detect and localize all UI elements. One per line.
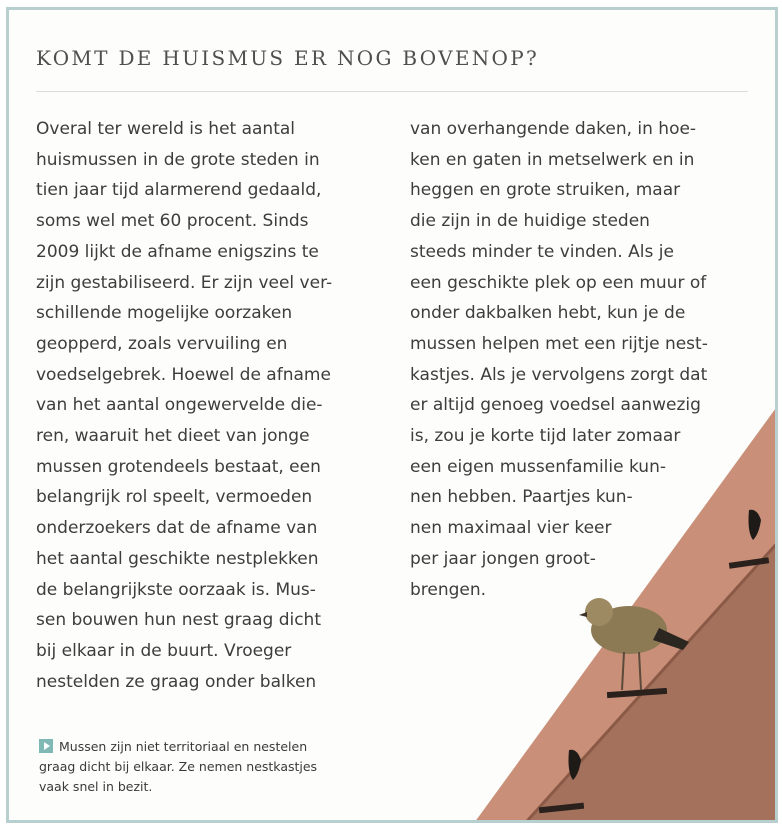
text-line: nestelden ze graag onder balken	[36, 671, 317, 692]
text-line: tien jaar tijd alarmerend gedaald,	[36, 180, 322, 201]
title-divider	[36, 91, 748, 92]
text-line: is, zou je korte tijd later zomaar	[410, 426, 681, 447]
text-line: per jaar jongen groot-	[410, 548, 596, 569]
text-line: steeds minder te vinden. Als je	[410, 241, 674, 262]
text-line: sen bouwen hun nest graag dicht	[36, 610, 321, 631]
text-line: soms wel met 60 procent. Sinds	[36, 211, 309, 232]
text-line: nen maximaal vier keer	[410, 518, 612, 539]
text-line: kastjes. Als je vervolgens zorgt dat	[410, 364, 708, 385]
photo-caption	[39, 737, 409, 797]
text-line: bij elkaar in de buurt. Vroeger	[36, 640, 292, 661]
caption-line: vaak snel in bezit.	[39, 779, 153, 794]
text-line: ren, waaruit het dieet van jonge	[36, 426, 310, 447]
text-line: een geschikte plek op een muur of	[410, 272, 707, 293]
text-line: mussen grotendeels bestaat, een	[36, 456, 321, 477]
article-box	[6, 7, 778, 823]
text-line: van overhangende daken, in hoe-	[410, 119, 697, 139]
text-line: geopperd, zoals vervuiling en	[36, 333, 288, 354]
text-line: ken en gaten in metselwerk en in	[410, 149, 695, 170]
text-line: 2009 lijkt de afname enigszins te	[36, 241, 319, 262]
text-line: zijn gestabiliseerd. Er zijn veel ver-	[36, 272, 333, 293]
text-line: onderzoekers dat de afname van	[36, 518, 318, 539]
text-line: huismussen in de grote steden in	[36, 149, 320, 170]
caption-text: Mussen zijn niet territoriaal en nestelen	[59, 739, 308, 754]
caption-line: graag dicht bij elkaar. Ze nemen nestkastjes	[39, 759, 318, 774]
text-line: een eigen mussenfamilie kun-	[410, 456, 666, 477]
text-line: onder dakbalken hebt, kun je de	[410, 303, 686, 324]
text-line: nen hebben. Paartjes kun-	[410, 487, 633, 508]
text-line: de belangrijkste oorzaak is. Mus-	[36, 579, 316, 600]
text-line: mussen helpen met een rijtje nest-	[410, 333, 708, 354]
sparrow-photo	[429, 390, 778, 823]
text-line: voedselgebrek. Hoewel de afname	[36, 364, 331, 385]
text-line: er altijd genoeg voedsel aanwezig	[410, 395, 701, 416]
text-line: schillende mogelijke oorzaken	[36, 303, 293, 324]
text-line: die zijn in de huidige steden	[410, 211, 650, 232]
caption-line	[39, 737, 409, 757]
text-line: het aantal geschikte nestplekken	[36, 548, 319, 569]
body-column-left	[36, 114, 396, 697]
text-line: Overal ter wereld is het aantal	[36, 119, 296, 139]
article-title: KOMT DE HUISMUS ER NOG BOVENOP?	[36, 46, 540, 70]
text-line: belangrijk rol speelt, vermoeden	[36, 487, 313, 508]
text-line: heggen en grote struiken, maar	[410, 180, 681, 201]
play-icon	[39, 739, 53, 753]
text-line: van het aantal ongewervelde die-	[36, 395, 323, 416]
text-line: brengen.	[410, 579, 487, 600]
